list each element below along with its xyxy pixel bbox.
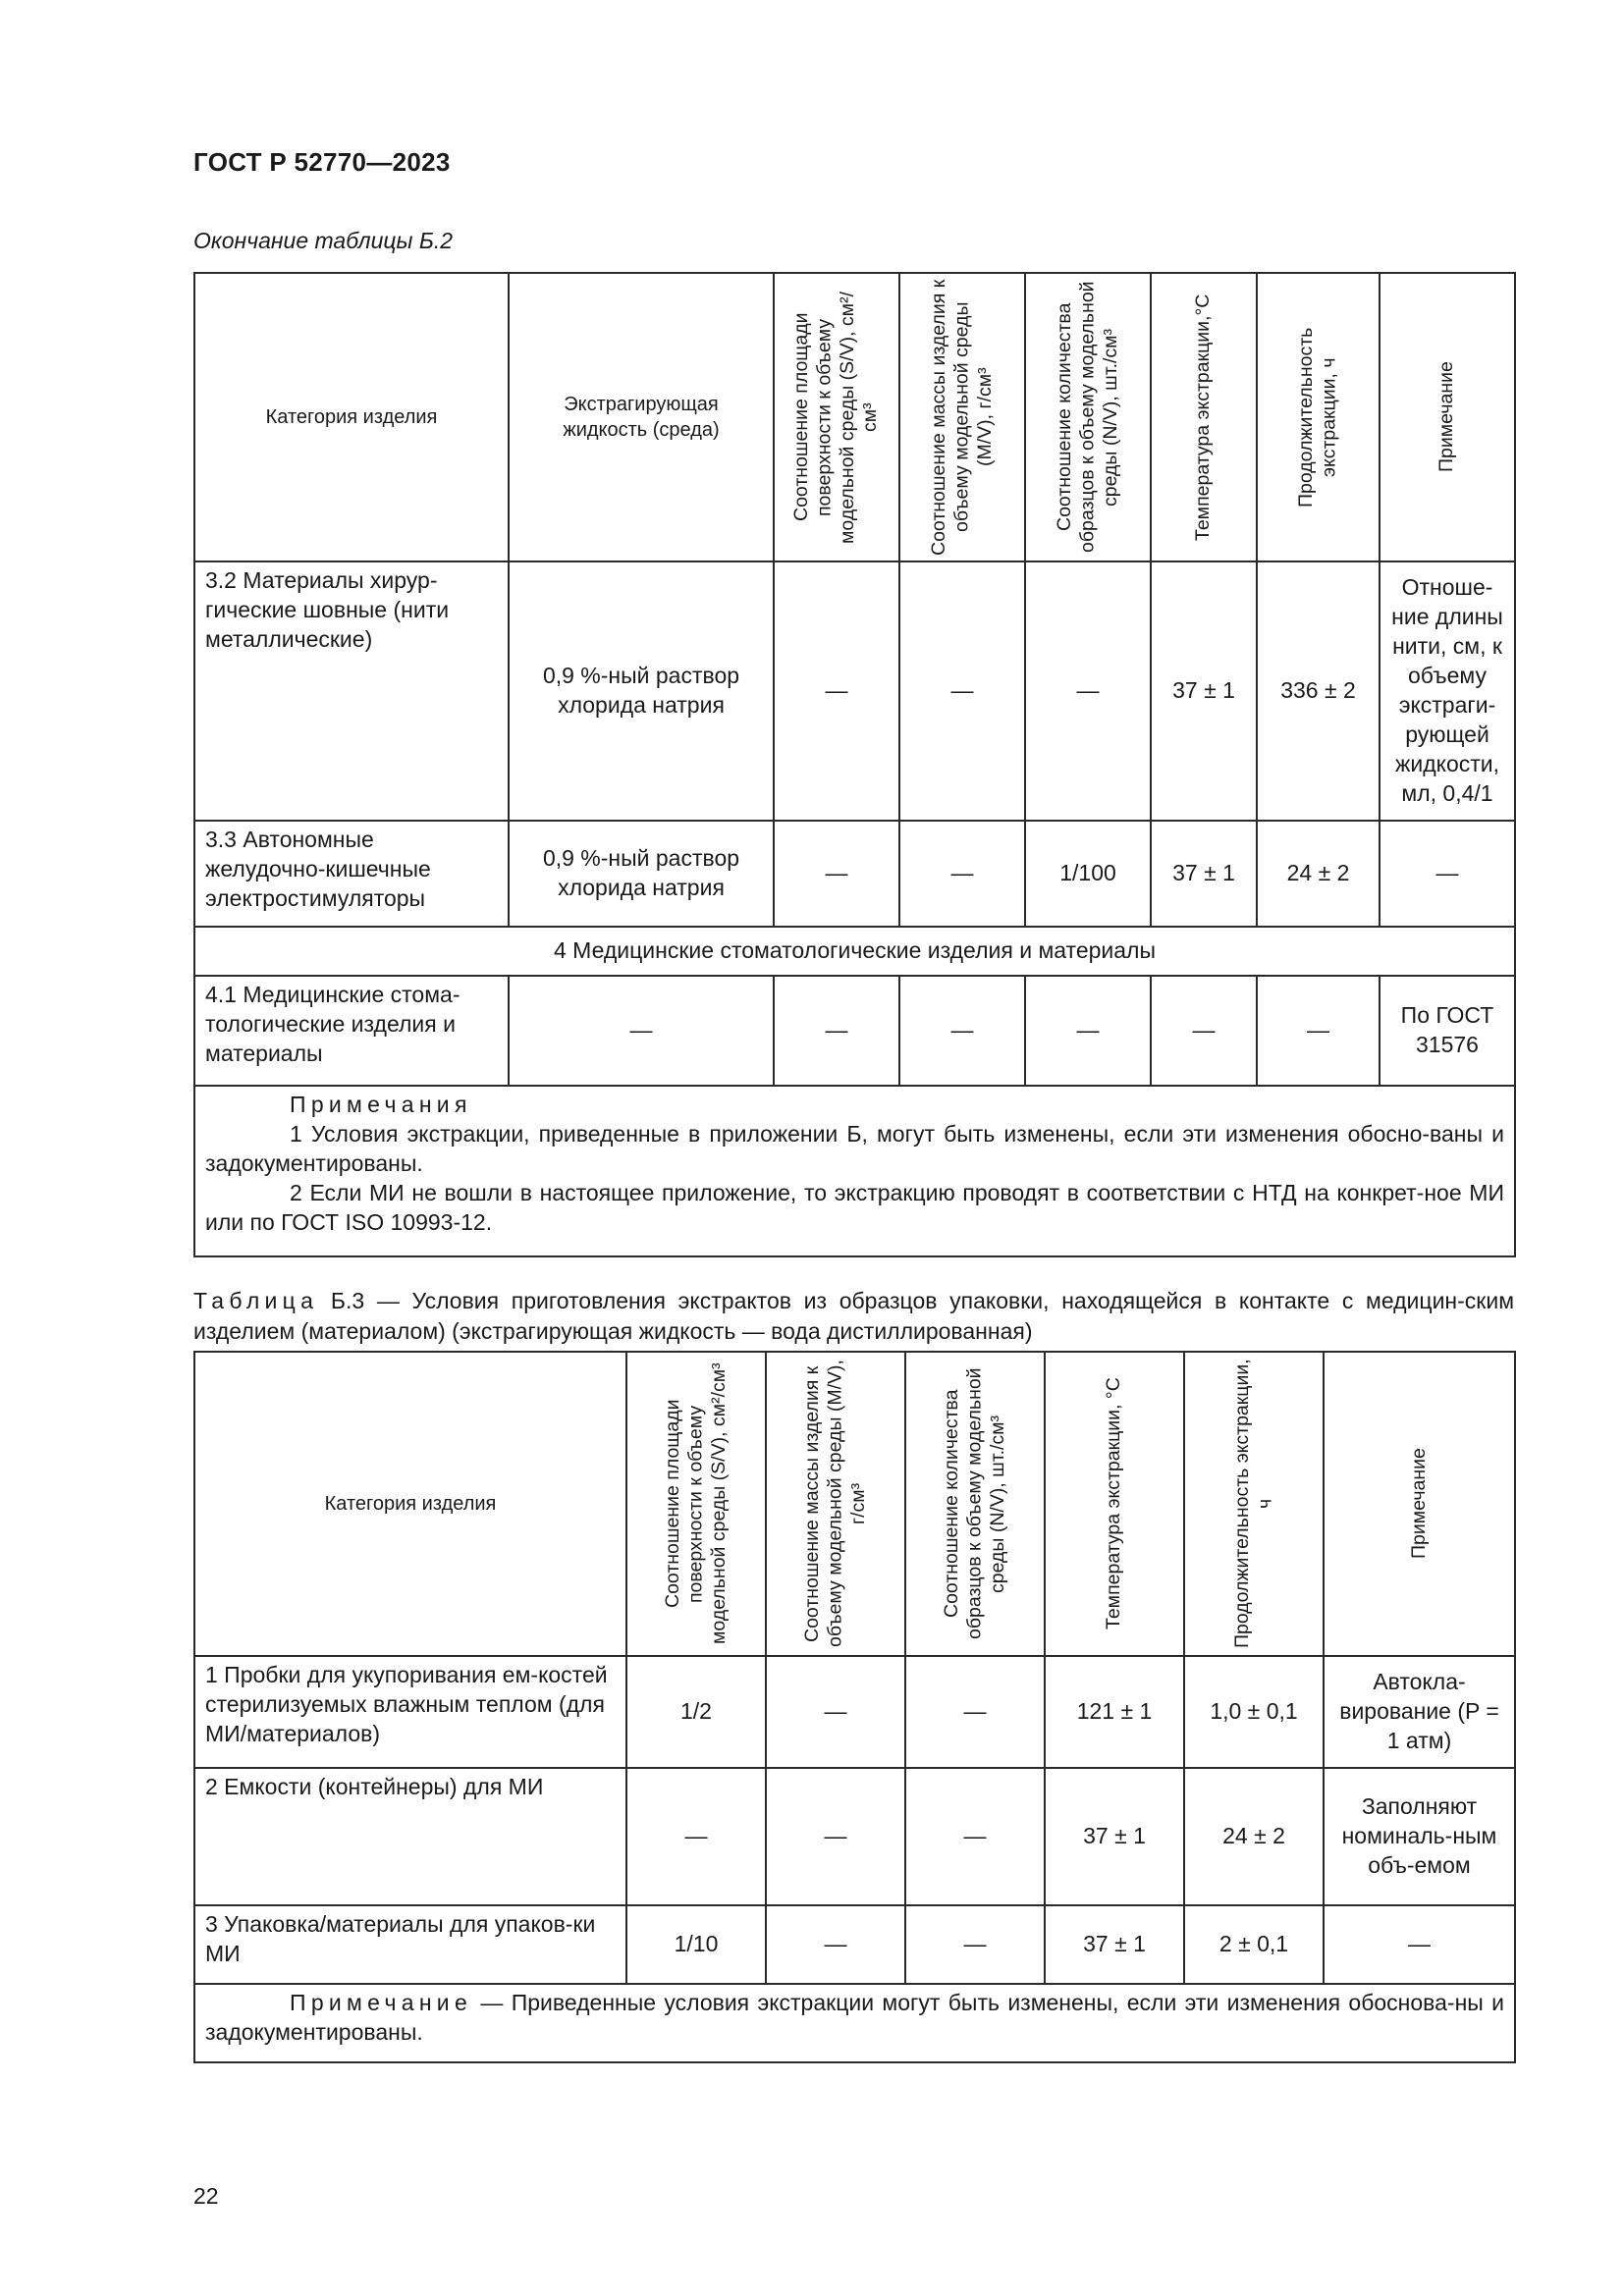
col-header-duration bbox=[1257, 273, 1380, 561]
col-header-mv bbox=[766, 1352, 905, 1656]
table-row bbox=[194, 561, 1515, 821]
cell-mv: — bbox=[899, 821, 1025, 927]
col-header-mv-text: Соотношение массы изделия к объему модельной среды (M/V), г/см³ bbox=[927, 279, 996, 556]
col-header-sv bbox=[626, 1352, 766, 1656]
cell-liquid-text: 0,9 %-ный раствор хлорида натрия bbox=[542, 663, 740, 718]
col-header-duration-text: Продолжительность экстракции, ч bbox=[1230, 1359, 1275, 1649]
notes-row bbox=[194, 1086, 1515, 1256]
note-text: — Приведенные условия экстракции могут быть изменены, если эти изменения обоснова-ны и задокументированы. bbox=[205, 1990, 1504, 2045]
notes-heading: Примечания bbox=[290, 1092, 472, 1117]
cell-temp: 37 ± 1 bbox=[1151, 561, 1257, 821]
cell-mv: — bbox=[899, 561, 1025, 821]
cell-category: 1 Пробки для укупоривания ем-костей стерилизуемых влажным теплом (для МИ/материалов) bbox=[194, 1656, 626, 1768]
cell-nv: — bbox=[1025, 561, 1151, 821]
cell-temp: 37 ± 1 bbox=[1045, 1905, 1184, 1984]
cell-mv: — bbox=[766, 1905, 905, 1984]
cell-note: — bbox=[1324, 1905, 1515, 1984]
col-header-sv-text: Соотношение площади поверхности к объему модельной среды (S/V), см²/см³ bbox=[661, 1362, 730, 1645]
cell-duration: 2 ± 0,1 bbox=[1184, 1905, 1324, 1984]
col-header-note bbox=[1380, 273, 1515, 561]
col-header-category: Категория изделия bbox=[194, 1352, 626, 1656]
cell-sv: — bbox=[774, 976, 899, 1086]
col-header-temp bbox=[1151, 273, 1257, 561]
section-4-title: 4 Медицинские стоматологические изделия и материалы bbox=[194, 927, 1515, 976]
col-header-nv bbox=[905, 1352, 1045, 1656]
cell-nv: 1/100 bbox=[1025, 821, 1151, 927]
cell-liquid-text: 0,9 %-ный раствор хлорида натрия bbox=[542, 845, 740, 900]
col-header-temp-text: Температура экстракции, °С bbox=[1103, 1377, 1125, 1630]
col-header-liquid-text: Экстрагирующая жидкость (среда) bbox=[563, 394, 720, 441]
col-header-duration bbox=[1184, 1352, 1324, 1656]
document-header: ГОСТ Р 52770—2023 bbox=[193, 147, 451, 177]
table-b3 bbox=[193, 1351, 1516, 2063]
col-header-sv bbox=[774, 273, 899, 561]
note-item: 1 Условия экстракции, приведенные в приложении Б, могут быть изменены, если эти изменения обосно-ваны и задокументированы. bbox=[205, 1120, 1504, 1176]
cell-nv: — bbox=[905, 1905, 1045, 1984]
cell-category: 2 Емкости (контейнеры) для МИ bbox=[194, 1768, 626, 1905]
table-row bbox=[194, 821, 1515, 927]
cell-category: 4.1 Медицинские стома-тологические изделия и материалы bbox=[194, 976, 509, 1086]
cell-note: — bbox=[1380, 821, 1515, 927]
notes-row bbox=[194, 1984, 1515, 2062]
table-row bbox=[194, 1905, 1515, 1984]
cell-duration: 24 ± 2 bbox=[1184, 1768, 1324, 1905]
cell-nv: — bbox=[905, 1768, 1045, 1905]
cell-sv: — bbox=[626, 1768, 766, 1905]
table-continuation-caption: Окончание таблицы Б.2 bbox=[193, 228, 454, 253]
cell-temp: — bbox=[1151, 976, 1257, 1086]
cell-sv: 1/10 bbox=[626, 1905, 766, 1984]
cell-liquid: — bbox=[509, 976, 774, 1086]
cell-liquid bbox=[509, 561, 774, 821]
cell-category: 3.2 Материалы хирур-гические шовные (нити металлические) bbox=[194, 561, 509, 821]
cell-nv: — bbox=[905, 1656, 1045, 1768]
note-item: 2 Если МИ не вошли в настоящее приложение, то экстракцию проводят в соответствии с НТД на конкрет-ное МИ или по ГОСТ ISO 10993-12. bbox=[205, 1179, 1504, 1235]
col-header-mv bbox=[899, 273, 1025, 561]
cell-liquid bbox=[509, 821, 774, 927]
table-b3-caption bbox=[193, 1286, 1514, 1347]
cell-duration: — bbox=[1257, 976, 1380, 1086]
note-item bbox=[205, 1989, 1504, 2048]
cell-temp: 121 ± 1 bbox=[1045, 1656, 1184, 1768]
notes-cell bbox=[194, 1086, 1515, 1256]
cell-note: Заполняют номиналь-ным объ-емом bbox=[1324, 1768, 1515, 1905]
cell-sv: — bbox=[774, 561, 899, 821]
col-header-nv-text: Соотношение количества образцов к объему модельной среды (N/V), шт./см³ bbox=[1053, 281, 1121, 554]
section-row bbox=[194, 927, 1515, 976]
col-header-note bbox=[1324, 1352, 1515, 1656]
table-b3-caption-label: Таблица bbox=[193, 1288, 319, 1313]
cell-temp: 37 ± 1 bbox=[1151, 821, 1257, 927]
col-header-sv-text: Соотношение площади поверхности к объему модельной среды (S/V), см²/см³ bbox=[790, 291, 882, 544]
cell-mv: — bbox=[766, 1768, 905, 1905]
cell-temp: 37 ± 1 bbox=[1045, 1768, 1184, 1905]
col-header-category: Категория изделия bbox=[194, 273, 509, 561]
table-b2-header-row bbox=[194, 273, 1515, 561]
cell-sv: 1/2 bbox=[626, 1656, 766, 1768]
col-header-note-text: Примечание bbox=[1407, 1448, 1430, 1560]
cell-note: Автокла-вирование (P = 1 атм) bbox=[1324, 1656, 1515, 1768]
col-header-temp-text: Температура экстракции,°С bbox=[1192, 294, 1215, 541]
cell-category: 3 Упаковка/материалы для упаков-ки МИ bbox=[194, 1905, 626, 1984]
note-label: Примечание bbox=[290, 1990, 473, 2015]
col-header-duration-text: Продолжительность экстракции, ч bbox=[1295, 327, 1340, 507]
table-b3-caption-text: Б.3 — Условия приготовления экстрактов из образцов упаковки, находящейся в контакте с медицин-ским изделием (материалом) (экстрагирующая жидкость — вода дистиллированная) bbox=[193, 1288, 1515, 1345]
table-row bbox=[194, 1656, 1515, 1768]
col-header-nv-text: Соотношение количества образцов к объему модельной среды (N/V), шт./см³ bbox=[940, 1367, 1008, 1640]
col-header-liquid bbox=[509, 273, 774, 561]
cell-category: 3.3 Автономные желудочно-кишечные электростимуляторы bbox=[194, 821, 509, 927]
notes-cell bbox=[194, 1984, 1515, 2062]
table-b3-header-row bbox=[194, 1352, 1515, 1656]
col-header-nv bbox=[1025, 273, 1151, 561]
page-number: 22 bbox=[193, 2183, 219, 2209]
cell-nv: — bbox=[1025, 976, 1151, 1086]
table-b2 bbox=[193, 272, 1516, 1257]
cell-sv: — bbox=[774, 821, 899, 927]
cell-duration: 1,0 ± 0,1 bbox=[1184, 1656, 1324, 1768]
col-header-mv-text: Соотношение массы изделия к объему модельной среды (M/V), г/см³ bbox=[800, 1360, 869, 1648]
table-row bbox=[194, 976, 1515, 1086]
cell-duration: 336 ± 2 bbox=[1257, 561, 1380, 821]
col-header-note-text: Примечание bbox=[1435, 361, 1458, 473]
table-row bbox=[194, 1768, 1515, 1905]
cell-duration: 24 ± 2 bbox=[1257, 821, 1380, 927]
cell-note: Отноше-ние длины нити, см, к объему экстраги-рующей жидкости, мл, 0,4/1 bbox=[1380, 561, 1515, 821]
cell-mv: — bbox=[899, 976, 1025, 1086]
col-header-temp bbox=[1045, 1352, 1184, 1656]
cell-mv: — bbox=[766, 1656, 905, 1768]
cell-note: По ГОСТ 31576 bbox=[1380, 976, 1515, 1086]
